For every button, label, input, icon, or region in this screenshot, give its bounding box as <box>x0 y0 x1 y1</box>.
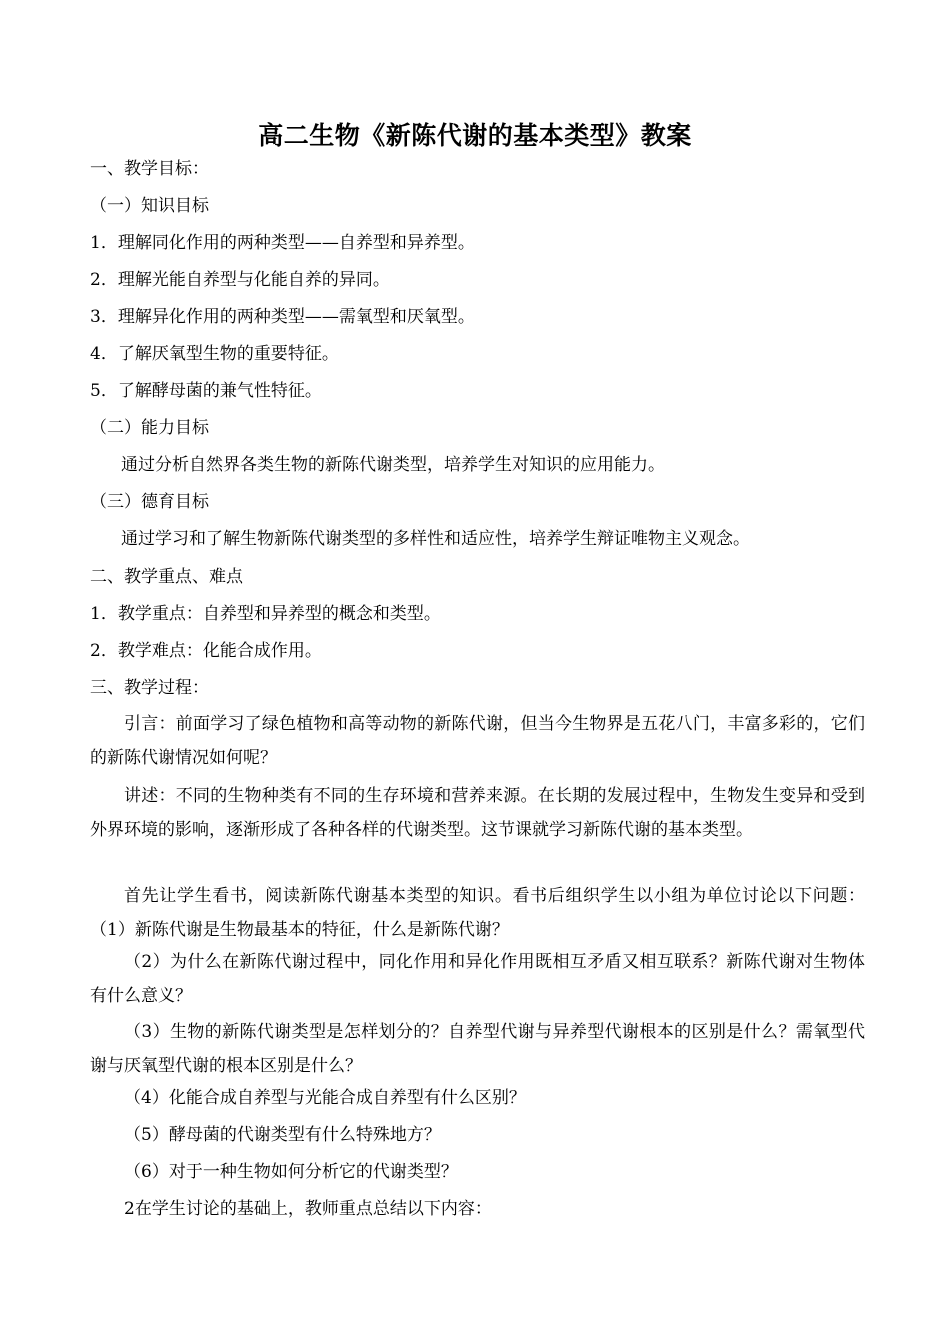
section-heading-key-points: 二、教学重点、难点 <box>90 567 243 587</box>
question-item-2: （2）为什么在新陈代谢过程中，同化作用和异化作用既相互矛盾又相互联系？新陈代谢对生物体有什么意义？ <box>90 952 865 1006</box>
section-heading-process: 三、教学过程： <box>90 678 209 698</box>
objective-item-1: 1．理解同化作用的两种类型——自养型和异养型。 <box>90 233 475 253</box>
objective-item-3: 3．理解异化作用的两种类型——需氧型和厌氧型。 <box>90 307 475 327</box>
subheading-moral-objectives: （三）德育目标 <box>90 492 209 512</box>
question-item-5: （5）酵母菌的代谢类型有什么特殊地方？ <box>124 1125 441 1145</box>
objective-item-4: 4．了解厌氧型生物的重要特征。 <box>90 344 339 364</box>
document-title: 高二生物《新陈代谢的基本类型》教案 <box>258 121 692 150</box>
ability-objective-text: 通过分析自然界各类生物的新陈代谢类型，培养学生对知识的应用能力。 <box>121 455 665 475</box>
question-item-4: （4）化能合成自养型与光能合成自养型有什么区别？ <box>124 1088 526 1108</box>
objective-item-5: 5．了解酵母菌的兼气性特征。 <box>90 381 322 401</box>
section-heading-objectives: 一、教学目标： <box>90 159 209 179</box>
paragraph-discussion-intro: 首先让学生看书，阅读新陈代谢基本类型的知识。看书后组织学生以小组为单位讨论以下问题：（1）新陈代谢是生物最基本的特征，什么是新陈代谢？ <box>90 886 865 940</box>
subheading-ability-objectives: （二）能力目标 <box>90 418 209 438</box>
key-point-item-2: 2．教学难点：化能合成作用。 <box>90 641 322 661</box>
key-point-item-1: 1．教学重点：自养型和异养型的概念和类型。 <box>90 604 441 624</box>
question-item-6: （6）对于一种生物如何分析它的代谢类型？ <box>124 1162 458 1182</box>
question-item-3: （3）生物的新陈代谢类型是怎样划分的？自养型代谢与异养型代谢根本的区别是什么？需氧型代谢与厌氧型代谢的根本区别是什么？ <box>90 1022 865 1076</box>
moral-objective-text: 通过学习和了解生物新陈代谢类型的多样性和适应性，培养学生辩证唯物主义观念。 <box>121 529 750 549</box>
objective-item-2: 2．理解光能自养型与化能自养的异同。 <box>90 270 390 290</box>
subheading-knowledge-objectives: （一）知识目标 <box>90 196 209 216</box>
paragraph-teacher-summary: 2在学生讨论的基础上，教师重点总结以下内容： <box>124 1199 492 1219</box>
paragraph-explanation: 讲述：不同的生物种类有不同的生存环境和营养来源。在长期的发展过程中，生物发生变异和受到外界环境的影响，逐渐形成了各种各样的代谢类型。这节课就学习新陈代谢的基本类型。 <box>90 786 865 840</box>
paragraph-introduction: 引言：前面学习了绿色植物和高等动物的新陈代谢，但当今生物界是五花八门，丰富多彩的，它们的新陈代谢情况如何呢？ <box>90 714 865 768</box>
